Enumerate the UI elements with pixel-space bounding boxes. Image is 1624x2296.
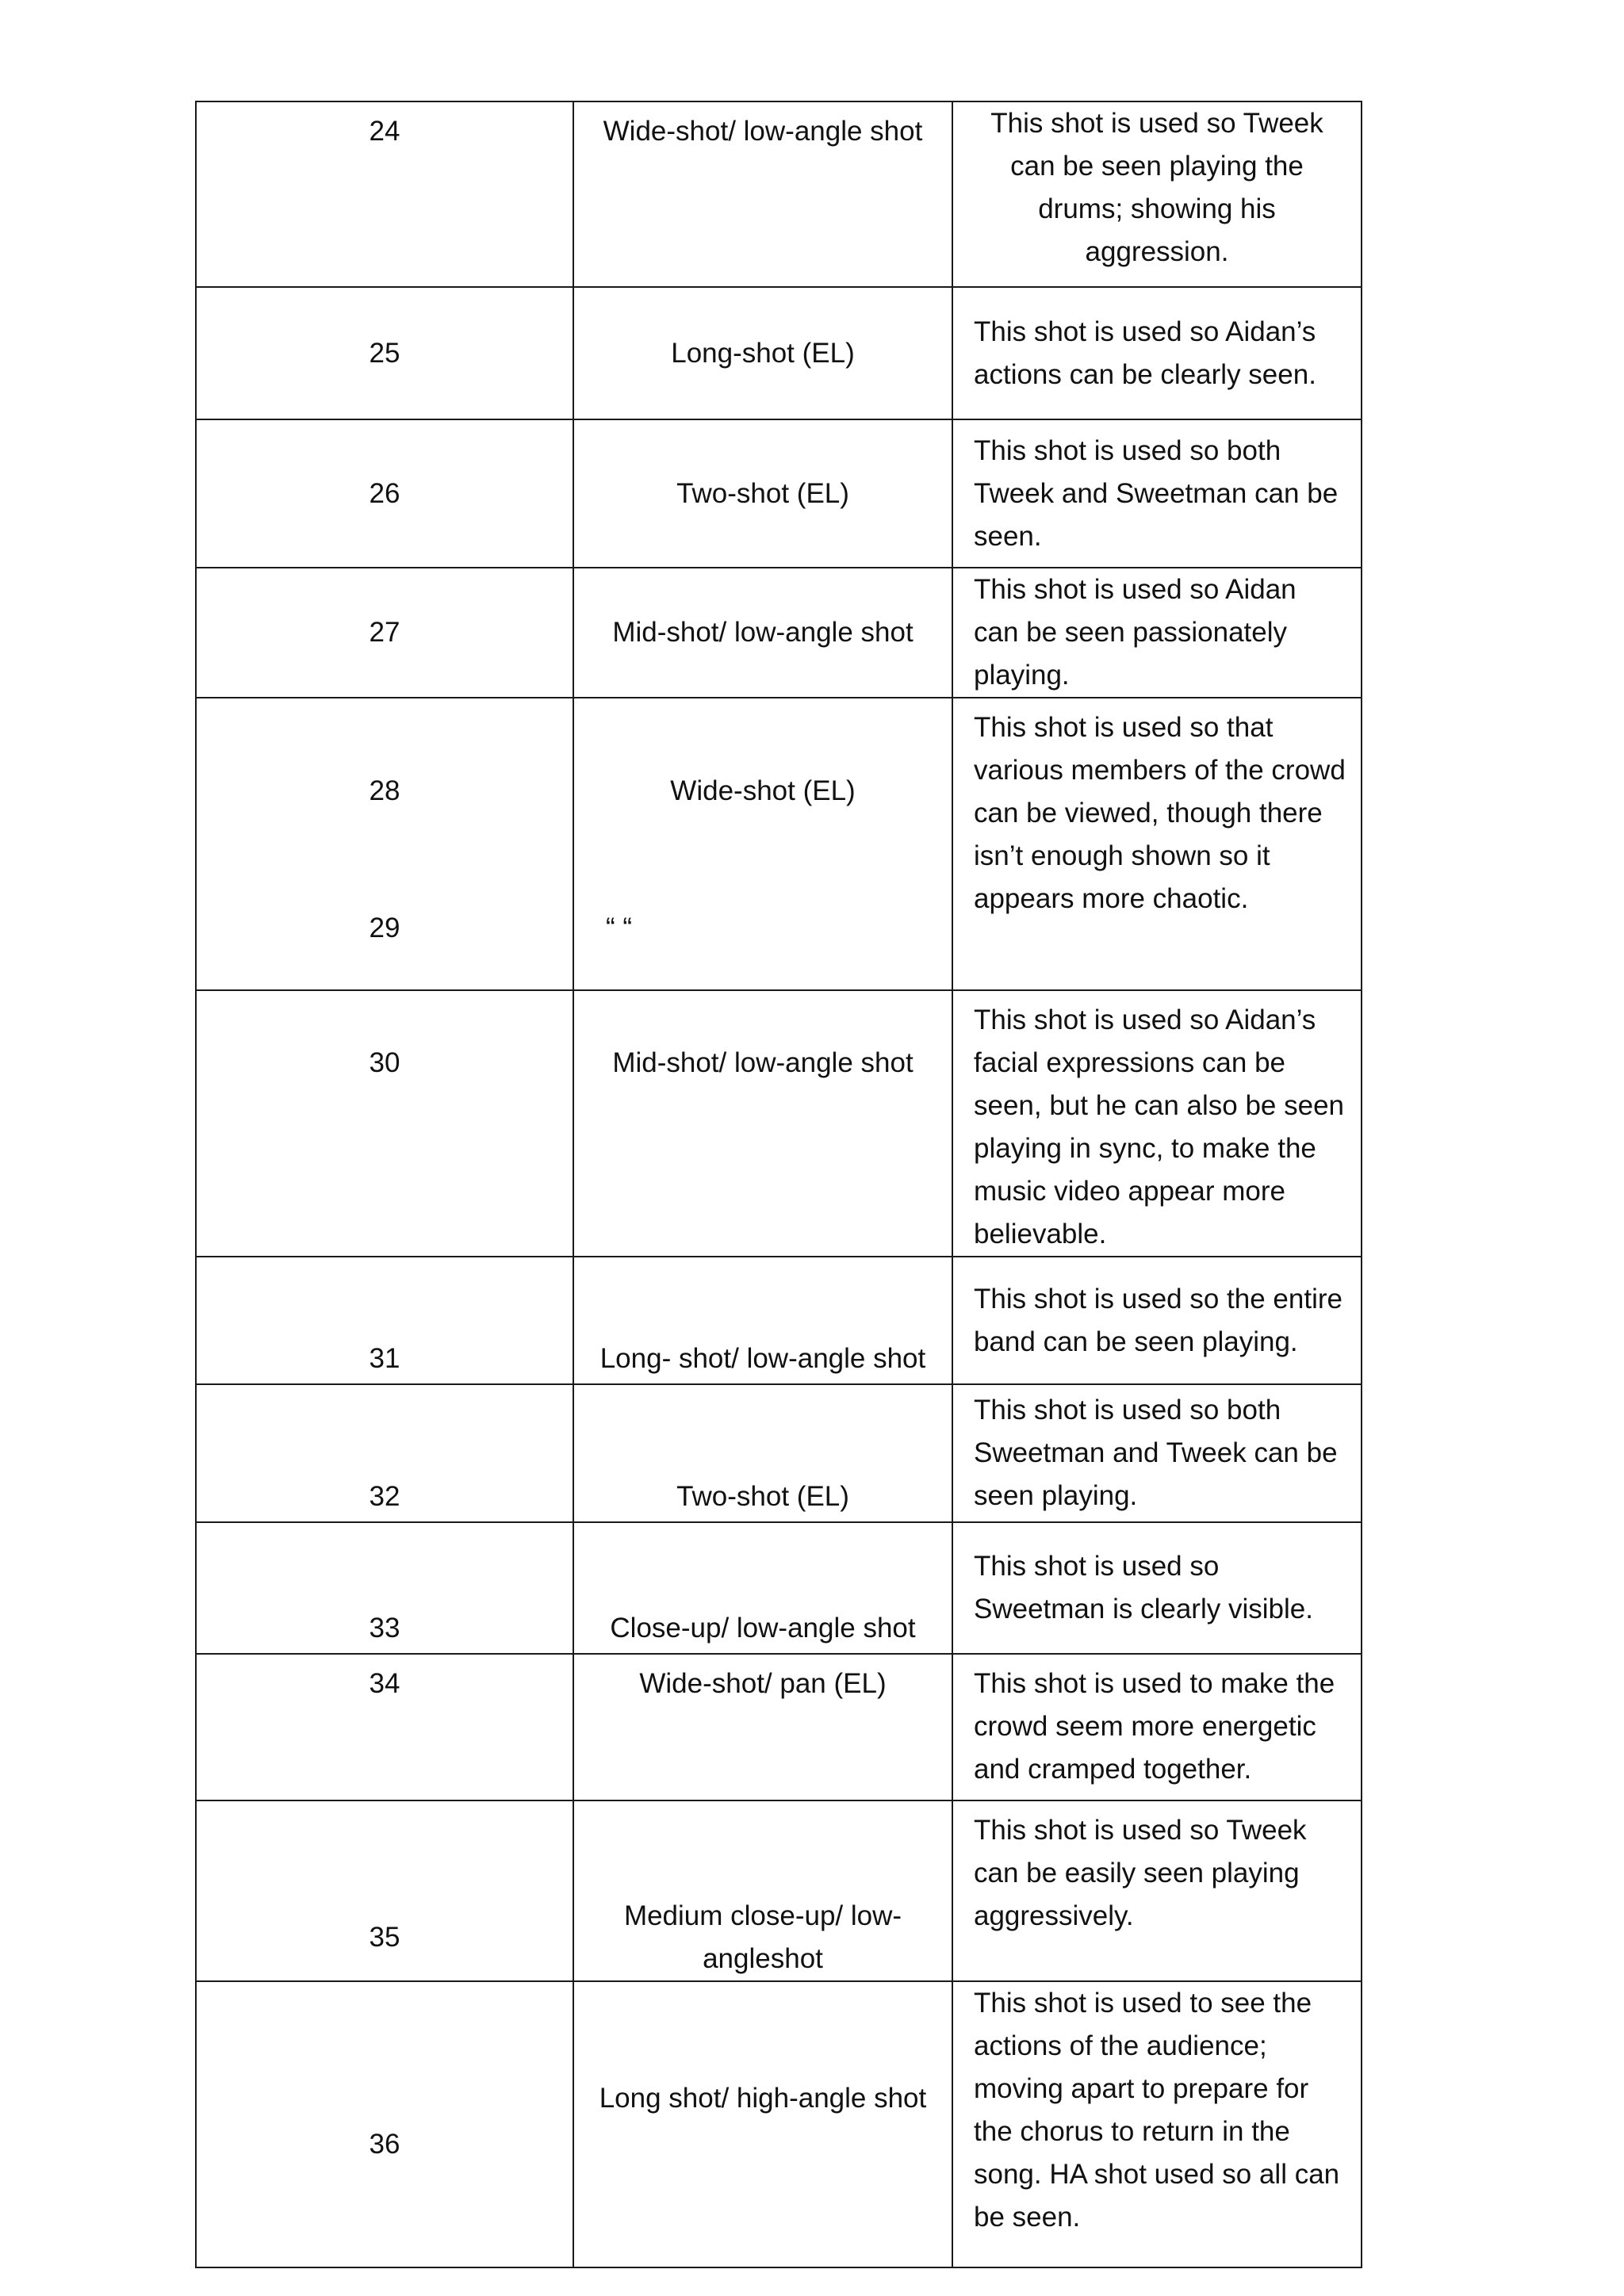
table-row xyxy=(196,1981,1362,2267)
table-row xyxy=(196,1800,1362,1981)
shot-description: This shot is used so Aidan’s facial expressions can be seen, but he can also be seen playing in sync, to make the music video appear more believable. xyxy=(952,990,1362,1257)
table-row xyxy=(196,287,1362,419)
shot-type: Wide-shot/ low-angle shot xyxy=(573,101,952,287)
shot-number: 25 xyxy=(196,287,573,419)
table-row xyxy=(196,568,1362,698)
table-row xyxy=(196,101,1362,287)
shot-number-cell xyxy=(196,698,573,990)
shot-type: Close-up/ low-angle shot xyxy=(573,1522,952,1654)
shot-number: 34 xyxy=(196,1654,573,1800)
shot-description: This shot is used so Aidan’s actions can be clearly seen. xyxy=(952,287,1362,419)
shot-type: Long- shot/ low-angle shot xyxy=(573,1257,952,1384)
shot-list-table xyxy=(195,101,1362,2268)
shot-type: Long-shot (EL) xyxy=(573,287,952,419)
shot-number: 33 xyxy=(196,1522,573,1654)
shot-description: This shot is used to make the crowd seem more energetic and cramped together. xyxy=(952,1654,1362,1800)
shot-type: Two-shot (EL) xyxy=(573,1384,952,1522)
shot-number: 28 xyxy=(369,775,400,806)
table-row xyxy=(196,990,1362,1257)
shot-description: This shot is used so Tweek can be seen playing the drums; showing his aggression. xyxy=(952,101,1362,287)
shot-description: This shot is used so both Sweetman and Tweek can be seen playing. xyxy=(952,1384,1362,1522)
shot-number: 24 xyxy=(196,101,573,287)
shot-description: This shot is used so Sweetman is clearly visible. xyxy=(952,1522,1362,1654)
shot-number: 32 xyxy=(196,1384,573,1522)
shot-number: 27 xyxy=(196,568,573,698)
table-row xyxy=(196,1384,1362,1522)
shot-number: 26 xyxy=(196,419,573,568)
shot-number: 30 xyxy=(196,990,573,1257)
shot-type: Mid-shot/ low-angle shot xyxy=(573,990,952,1257)
shot-type: Medium close-up/ low-angleshot xyxy=(573,1800,952,1981)
shot-type: Two-shot (EL) xyxy=(573,419,952,568)
shot-number: 29 xyxy=(369,913,400,943)
ditto-mark: “ “ xyxy=(606,913,633,943)
table-row xyxy=(196,1654,1362,1800)
shot-number: 31 xyxy=(196,1257,573,1384)
shot-description: This shot is used so both Tweek and Sweetman can be seen. xyxy=(952,419,1362,568)
shot-type: Wide-shot/ pan (EL) xyxy=(573,1654,952,1800)
shot-description: This shot is used so that various members of the crowd can be viewed, though there isn’t enough shown so it appears more chaotic. xyxy=(952,698,1362,990)
shot-type: Long shot/ high-angle shot xyxy=(573,1981,952,2267)
shot-description: This shot is used so the entire band can be seen playing. xyxy=(952,1257,1362,1384)
table-row xyxy=(196,1257,1362,1384)
shot-description: This shot is used so Tweek can be easily seen playing aggressively. xyxy=(952,1800,1362,1981)
shot-description: This shot is used so Aidan can be seen passionately playing. xyxy=(952,568,1362,698)
shot-type-cell xyxy=(573,698,952,990)
table-row xyxy=(196,698,1362,990)
shot-type: Mid-shot/ low-angle shot xyxy=(573,568,952,698)
shot-number: 36 xyxy=(196,1981,573,2267)
table-row xyxy=(196,419,1362,568)
shot-type: Wide-shot (EL) xyxy=(670,775,856,806)
shot-number: 35 xyxy=(196,1800,573,1981)
shot-description: This shot is used to see the actions of the audience; moving apart to prepare for the chorus to return in the song. HA shot used so all can be seen. xyxy=(952,1981,1362,2267)
table-row xyxy=(196,1522,1362,1654)
